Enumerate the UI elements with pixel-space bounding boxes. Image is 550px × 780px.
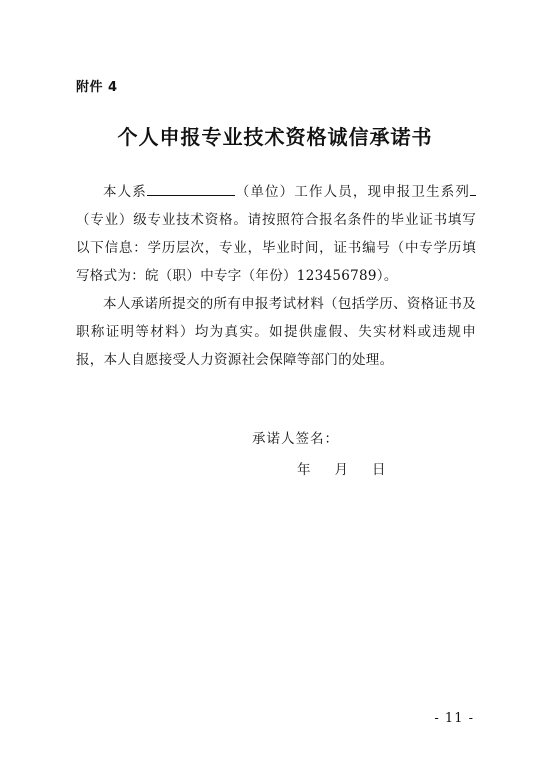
paragraph-2: 本人承诺所提交的所有申报考试材料（包括学历、资格证书及职称证明等材料）均为真实。如提供虚假、失实材料或违规申报，本人自愿接受人力资源社会保障等部门的处理。 bbox=[76, 296, 476, 368]
page-number: - 11 - bbox=[434, 711, 474, 726]
series-blank-line bbox=[470, 181, 476, 196]
attachment-label: 附件 4 bbox=[76, 80, 118, 95]
date-month: 月 bbox=[334, 462, 348, 478]
paragraph-1-rest: （专业）级专业技术资格。请按照符合报名条件的毕业证书填写以下信息：学历层次，专业，毕业时间，证书编号（中专学历填写格式为：皖（职）中专字（年份）123456789）。 bbox=[76, 212, 476, 284]
paragraph-1-lead: 本人系 bbox=[103, 184, 147, 200]
date-year: 年 bbox=[297, 462, 311, 478]
paragraph-1 bbox=[76, 178, 476, 290]
paragraph-1-after-blank: （单位）工作人员，现申报卫生系列 bbox=[234, 184, 470, 200]
date-line bbox=[297, 458, 386, 478]
document-title: 个人申报专业技术资格诚信承诺书 bbox=[117, 125, 433, 149]
document-body bbox=[76, 178, 476, 374]
date-day: 日 bbox=[372, 462, 386, 478]
signature-label: 承诺人签名： bbox=[252, 431, 339, 447]
unit-blank-line bbox=[147, 181, 235, 196]
